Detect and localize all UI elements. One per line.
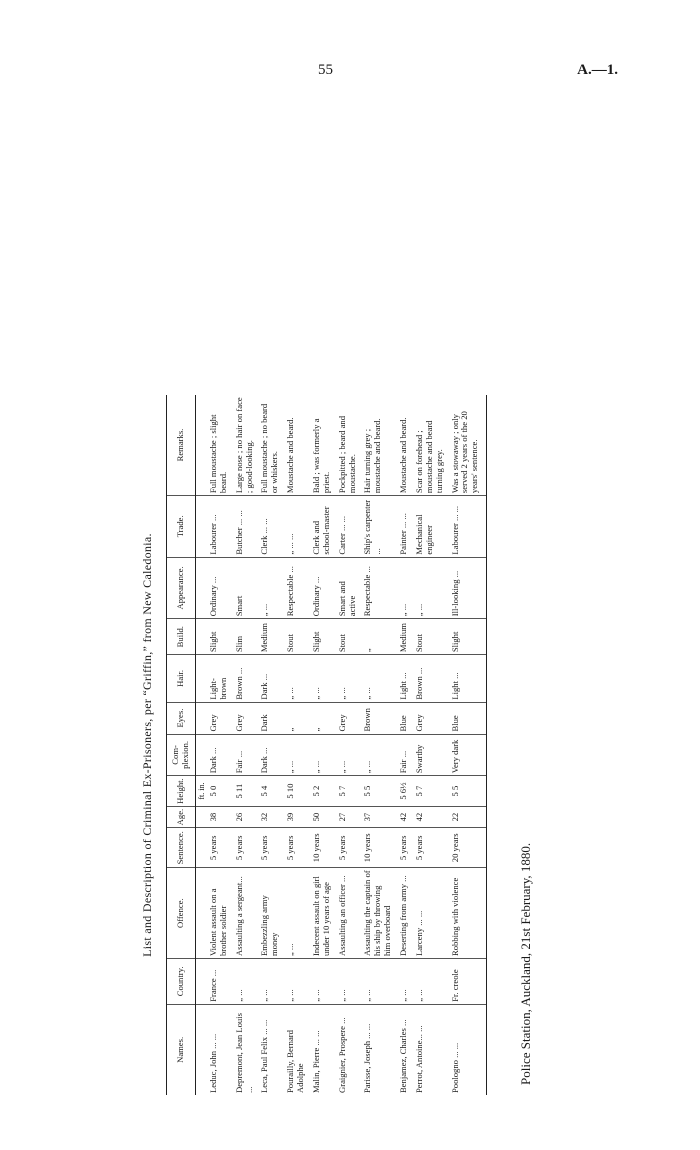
cell-eyes: Grey [335,702,361,734]
cell-name: Malin, Pierre ... ... [310,1030,321,1093]
cell-trade: Clerk ... ... [257,496,283,558]
cell-offence: „ ... [283,868,309,959]
cell-hair: Brown ... [232,655,258,702]
footer-signature: Police Station, Auckland, 21st February, 1880. [518,842,533,1085]
cell-remarks: Pockpitted ; beard and moustache. [335,395,361,496]
cell-hair: „ ... [335,655,361,702]
cell-build: Slim [232,619,258,655]
cell-appearance: Respectable ... [283,557,309,619]
cell-remarks: Large nose ; no hair on face ; good-looking. [232,395,258,496]
table-row [206,395,232,1095]
cell-age: 42 [412,806,448,827]
cell-age: 38 [206,806,232,827]
cell-country: „ ... [232,959,258,1005]
cell-sentence: 5 years [335,828,361,868]
cell-trade: Ship's carpenter ... [360,496,396,558]
cell-appearance: Smart and active [335,557,361,619]
cell-appearance: Ordinary ... [206,557,232,619]
cell-height: 5 0 [206,776,232,807]
cell-trade: Butcher ... ... [232,496,258,558]
cell-trade: Carter ... ... [335,496,361,558]
cell-build: Medium [257,619,283,655]
cell-offence: Embezzling army money [257,868,283,959]
cell-appearance: Respectable ... [360,557,396,619]
cell-offence: Indecent assault on girl under 10 years of age [309,868,335,959]
cell-complexion: Fair ... [396,734,412,776]
cell-trade: Labourer ... ... [448,496,487,558]
cell-country: „ ... [335,959,361,1005]
cell-hair: „ ... [360,655,396,702]
cell-complexion: Swarthy [412,734,448,776]
cell-eyes: Blue [396,702,412,734]
col-height: Height. [167,776,196,807]
cell-offence: Robbing with violence [448,868,487,959]
col-remarks: Remarks. [167,395,196,496]
cell-offence: Assaulting an officer ... [335,868,361,959]
cell-country: Fr. creole [448,959,487,1005]
cell-country: „ ... [283,959,309,1005]
cell-trade: Clerk and school-master [309,496,335,558]
col-build: Build. [167,619,196,655]
cell-hair: Dark ... [257,655,283,702]
col-appearance: Appearance. [167,557,196,619]
cell-hair: Light ... [396,655,412,702]
cell-offence: Deserting from army ... [396,868,412,959]
cell-appearance: Ordinary ... [309,557,335,619]
cell-hair: „ ... [283,655,309,702]
cell-height: 5 6½ [396,776,412,807]
unit-row [195,395,206,1095]
cell-build: Slight [448,619,487,655]
cell-remarks: Hair turning grey ; moustache and beard. [360,395,396,496]
cell-build: Stout [335,619,361,655]
cell-offence: Assaulting the captain of his ship by throwing him overboard [360,868,396,959]
cell-name: Leduc, John ... ... [207,1033,218,1093]
cell-remarks: Full moustache ; no beard or whiskers. [257,395,283,496]
cell-height: 5 7 [412,776,448,807]
cell-appearance: „ ... [412,557,448,619]
table-row [335,395,361,1095]
cell-country: „ ... [309,959,335,1005]
cell-height: 5 5 [448,776,487,807]
table-row [396,395,412,1095]
cell-sentence: 10 years [360,828,396,868]
col-sentence: Sentence. [167,828,196,868]
table-row [412,395,448,1095]
table-row [448,395,487,1095]
col-offence: Offence. [167,868,196,959]
cell-age: 39 [283,806,309,827]
cell-build: Stout [283,619,309,655]
cell-complexion: „ ... [360,734,396,776]
cell-country: „ ... [257,959,283,1005]
cell-country: „ ... [396,959,412,1005]
cell-eyes: Grey [232,702,258,734]
cell-hair: Light ... [448,655,487,702]
cell-offence: Violent assault on a brother soldier [206,868,232,959]
cell-eyes: Grey [412,702,448,734]
cell-eyes: Dark [257,702,283,734]
cell-country: „ ... [412,959,448,1005]
table-row [309,395,335,1095]
cell-complexion: Very dark [448,734,487,776]
cell-eyes: „ [309,702,335,734]
cell-eyes: „ [283,702,309,734]
cell-build: Slight [309,619,335,655]
cell-name: Perrot, Antoine... ... [413,1025,424,1093]
cell-trade: „ ... ... [283,496,309,558]
cell-appearance: Smart [232,557,258,619]
cell-age: 42 [396,806,412,827]
col-age: Age. [167,806,196,827]
col-trade: Trade. [167,496,196,558]
cell-remarks: Scar on forehead ; moustache and beard turning grey. [412,395,448,496]
table-title: List and Description of Criminal Ex-Prisoners, per “Griffin,” from New Caledonia. [140,533,154,957]
cell-complexion: Fair ... [232,734,258,776]
cell-eyes: Brown [360,702,396,734]
cell-age: 37 [360,806,396,827]
col-hair: Hair. [167,655,196,702]
cell-complexion: Dark ... [257,734,283,776]
table-row [257,395,283,1095]
cell-height: 5 4 [257,776,283,807]
cell-offence: Larceny ... ... [412,868,448,959]
col-eyes: Eyes. [167,702,196,734]
cell-name: Poologno ... ... [448,1004,487,1095]
cell-trade: Painter ... ... [396,496,412,558]
cell-remarks: Full moustache ; slight beard. [206,395,232,496]
col-complexion: Com-plexion. [167,734,196,776]
cell-offence: Assaulting a sergeant... [232,868,258,959]
cell-name: Graignier, Prospere ... [336,1017,347,1093]
cell-remarks: Moustache and beard. [396,395,412,496]
cell-name: Depremont, Jean Louis ... [233,1013,254,1093]
cell-hair: Light-brown [206,655,232,702]
cell-sentence: 5 years [257,828,283,868]
header-row [167,395,196,1095]
prisoners-table [166,395,487,1095]
cell-name: Parisse, Joseph ... ... [362,1023,373,1093]
cell-appearance: Ill-looking ... [448,557,487,619]
cell-appearance: „ ... [396,557,412,619]
cell-remarks: Bald ; was formerly a priest. [309,395,335,496]
cell-age: 32 [257,806,283,827]
cell-name: Benjamez, Charles ... [398,1019,409,1093]
cell-name: Leca, Paul Felix ... ... [259,1019,270,1093]
cell-sentence: 5 years [412,828,448,868]
cell-eyes: Grey [206,702,232,734]
cell-build: Stout [412,619,448,655]
cell-complexion: „ ... [335,734,361,776]
cell-height: 5 2 [309,776,335,807]
cell-hair: Brown ... [412,655,448,702]
cell-eyes: Blue [448,702,487,734]
cell-age: 27 [335,806,361,827]
cell-height: 5 5 [360,776,396,807]
cell-age: 26 [232,806,258,827]
cell-build: „ [360,619,396,655]
cell-remarks: Moustache and beard. [283,395,309,496]
cell-appearance: „ ... [257,557,283,619]
cell-sentence: 10 years [309,828,335,868]
cell-build: Medium [396,619,412,655]
table-row [232,395,258,1095]
cell-complexion: Dark ... [206,734,232,776]
rotated-table-block [140,395,560,1095]
cell-height: 5 11 [232,776,258,807]
cell-age: 22 [448,806,487,827]
page-number: 55 [318,62,333,78]
cell-sentence: 20 years [448,828,487,868]
table-row [360,395,396,1095]
table-row [283,395,309,1095]
cell-age: 50 [309,806,335,827]
cell-complexion: „ ... [309,734,335,776]
cell-country: France ... [206,959,232,1005]
col-country: Country. [167,959,196,1005]
cell-country: „ ... [360,959,396,1005]
cell-height: 5 10 [283,776,309,807]
cell-sentence: 5 years [232,828,258,868]
cell-complexion: „ ... [283,734,309,776]
cell-sentence: 5 years [396,828,412,868]
cell-sentence: 5 years [283,828,309,868]
document-reference: A.—1. [577,62,618,78]
height-unit: ft. in. [195,776,206,807]
col-names: Names. [167,1004,196,1095]
cell-trade: Labourer ... [206,496,232,558]
cell-sentence: 5 years [206,828,232,868]
cell-build: Slight [206,619,232,655]
cell-height: 5 7 [335,776,361,807]
cell-remarks: Was a stowaway ; only served 2 years of the 20 years' sentence. [448,395,487,496]
cell-name: Pourailly, Bernard Adolphe [285,1030,306,1093]
cell-hair: „ ... [309,655,335,702]
cell-trade: Mechanical engineer [412,496,448,558]
